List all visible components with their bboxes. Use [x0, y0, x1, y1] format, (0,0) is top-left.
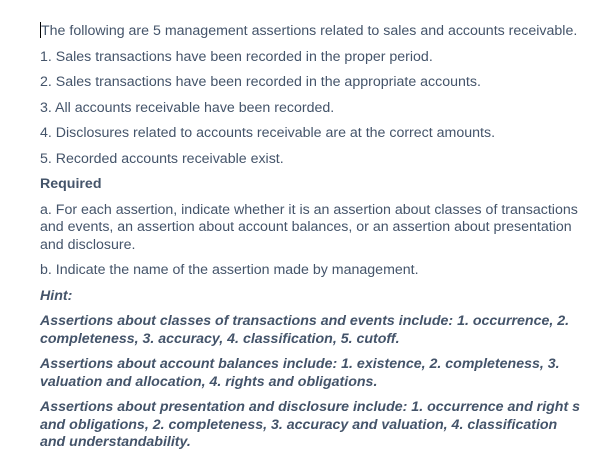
intro-paragraph	[40, 22, 585, 41]
assertion-item: 3. All accounts receivable have been recorded.	[40, 99, 335, 116]
intro-text: The following are 5 management assertions related to sales and accounts receivable.	[41, 23, 578, 39]
hint-account-balances: Assertions about account balances include: 1. existence, 2. completeness, 3. valuation and allocation, 4. rights and obligations.	[40, 356, 560, 390]
assertion-item: 2. Sales transactions have been recorded in the appropriate accounts.	[40, 74, 481, 90]
required-part-b: b. Indicate the name of the assertion made by management.	[40, 262, 419, 278]
hint-heading: Hint:	[40, 287, 73, 304]
assertion-item: 4. Disclosures related to accounts receivable are at the correct amounts.	[40, 125, 496, 141]
required-heading: Required	[40, 176, 102, 192]
assertion-item: 5. Recorded accounts receivable exist.	[40, 150, 284, 167]
hint-classes-of-transactions: Assertions about classes of transactions and events include: 1. occurrence, 2. completeness, 3. accuracy, 4. classification, 5. cutoff.	[40, 313, 570, 347]
hint-presentation-disclosure: Assertions about presentation and disclosure include: 1. occurrence and right s and obligations, 2. completeness, 3. accuracy and valuation, 4. classification and understandability.	[40, 399, 581, 450]
assertion-item: 1. Sales transactions have been recorded in the proper period.	[40, 48, 433, 65]
required-part-a: a. For each assertion, indicate whether it is an assertion about classes of transactions and events, an assertion about account balances, or an assertion about presentation and disclosure.	[40, 201, 578, 253]
document-body	[40, 22, 585, 460]
